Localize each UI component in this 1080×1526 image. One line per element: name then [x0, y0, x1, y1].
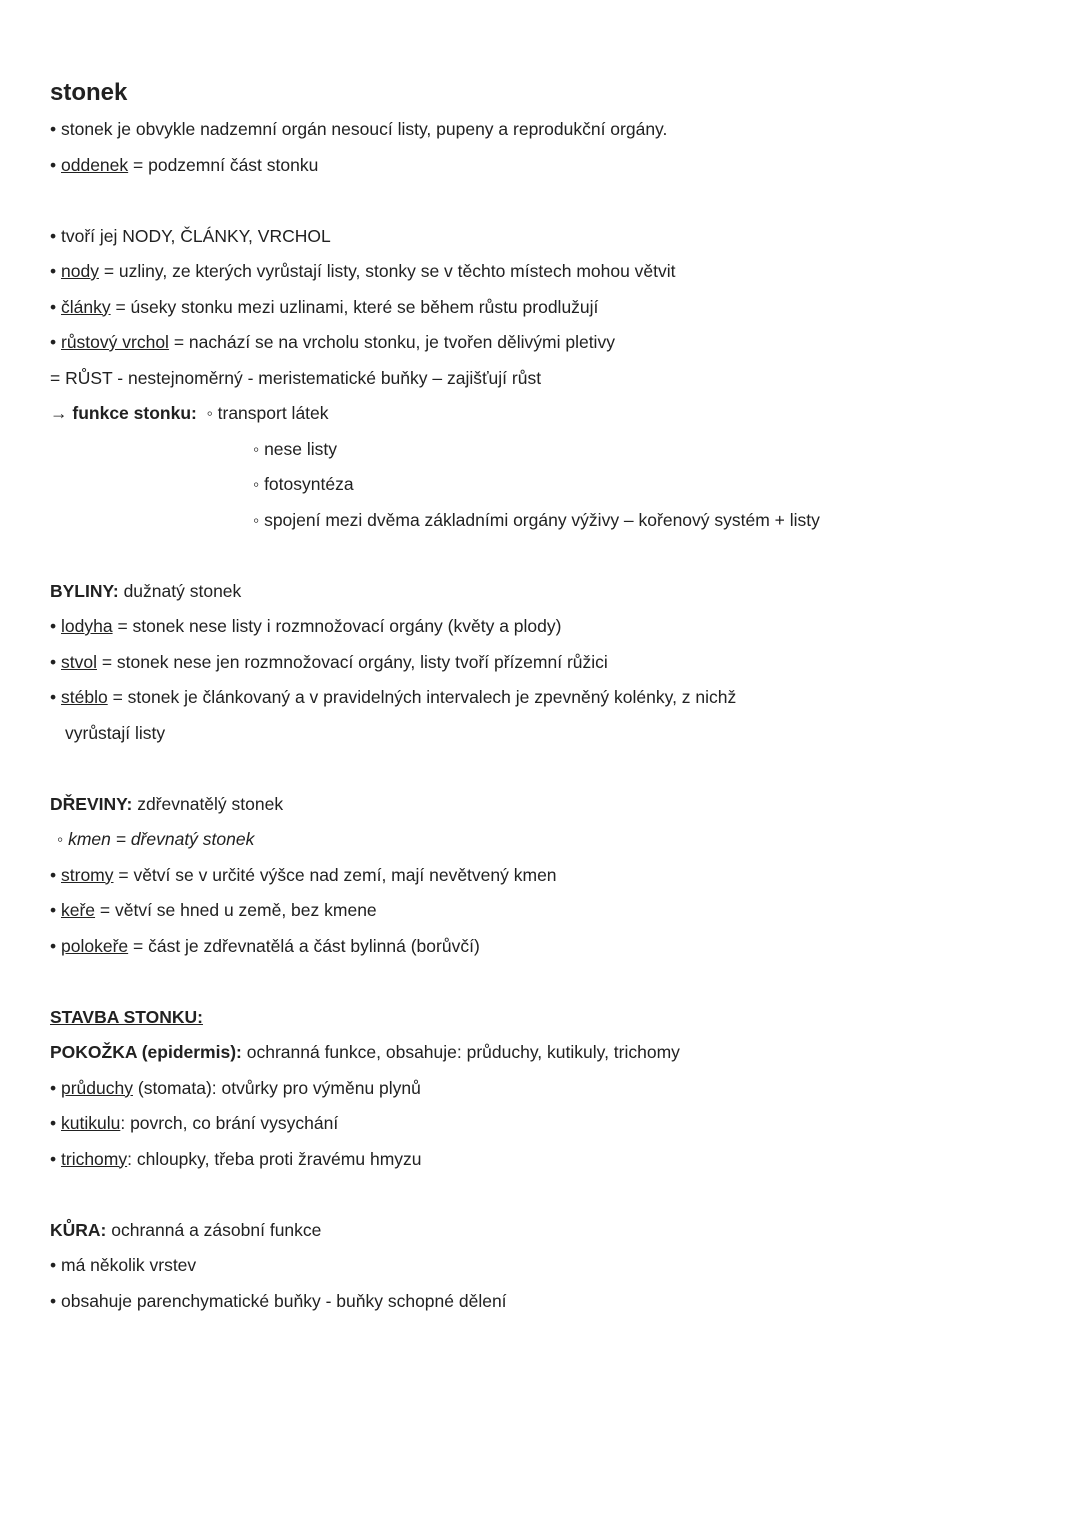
text-line	[50, 609, 1030, 645]
text-segment: • obsahuje parenchymatické buňky - buňky schopné dělení	[50, 1290, 507, 1311]
text-line	[50, 290, 1030, 326]
text-line	[50, 645, 1030, 681]
text-segment: ochranná a zásobní funkce	[106, 1219, 322, 1240]
text-line	[50, 1000, 1030, 1036]
text-segment: ochranná funkce, obsahuje: průduchy, kutikuly, trichomy	[241, 1042, 680, 1062]
text-segment: • stonek je obvykle nadzemní orgán nesoucí listy, pupeny a reprodukční orgány.	[50, 119, 668, 139]
text-line	[50, 1248, 1030, 1284]
text-line	[50, 254, 1030, 290]
text-line	[50, 822, 1030, 858]
text-line	[50, 219, 1030, 255]
text-segment: lodyha	[61, 616, 113, 636]
text-segment: = uzliny, ze kterých vyrůstají listy, stonky se v těchto místech mohou větvit	[98, 261, 676, 281]
text-segment: = stonek nese listy i rozmnožovací orgány (květy a plody)	[112, 616, 562, 636]
text-segment: = větví se v určité výšce nad zemí, mají nevětvený kmen	[113, 864, 557, 885]
text-segment: •	[50, 864, 61, 885]
text-segment: • tvoří jej NODY, ČLÁNKY, VRCHOL	[50, 225, 331, 246]
text-segment: •	[50, 1148, 61, 1169]
text-segment: = úseky stonku mezi uzlinami, které se během růstu prodlužují	[110, 296, 599, 317]
blank-line	[50, 538, 1030, 574]
text-segment: •	[50, 900, 61, 920]
text-segment: POKOŽKA (epidermis):	[50, 1042, 242, 1062]
blank-line	[50, 964, 1030, 1000]
text-segment: (stomata): otvůrky pro výměnu plynů	[133, 1077, 421, 1098]
text-line	[50, 1071, 1030, 1107]
text-segment: ◦	[57, 829, 69, 849]
text-line	[50, 396, 1030, 432]
text-line	[50, 467, 1030, 503]
text-segment: ◦ nese listy	[253, 438, 338, 459]
text-segment: polokeře	[61, 935, 129, 956]
text-segment: = stonek je článkovaný a v pravidelných intervalech je zpevněný kolénky, z nichž	[107, 687, 737, 707]
text-line	[50, 1035, 1030, 1071]
text-segment: = podzemní část stonku	[128, 154, 319, 175]
text-segment: články	[61, 296, 111, 317]
text-segment: stonek	[50, 79, 128, 106]
text-segment: : povrch, co brání vysychání	[120, 1113, 339, 1133]
text-segment: trichomy	[61, 1148, 128, 1169]
text-segment: nody	[61, 261, 99, 281]
text-segment: •	[50, 651, 61, 672]
text-segment: •	[50, 332, 61, 352]
text-segment: •	[50, 1113, 61, 1133]
text-line	[50, 929, 1030, 965]
blank-line	[50, 1177, 1030, 1213]
text-line	[50, 503, 1030, 539]
text-segment: •	[50, 261, 61, 281]
text-segment: průduchy	[61, 1077, 133, 1098]
text-segment: oddenek	[61, 154, 129, 175]
text-segment: •	[50, 296, 61, 317]
blank-line	[50, 751, 1030, 787]
text-line	[50, 574, 1030, 610]
text-segment: dužnatý stonek	[118, 580, 242, 601]
text-line	[50, 1213, 1030, 1249]
text-segment: kutikulu	[61, 1113, 121, 1133]
text-segment: DŘEVINY:	[50, 793, 133, 814]
text-line	[50, 680, 1030, 716]
text-line	[50, 148, 1030, 184]
text-segment: •	[50, 616, 61, 636]
text-line	[50, 1106, 1030, 1142]
text-segment: růstový vrchol	[61, 332, 169, 352]
text-segment: stéblo	[61, 687, 108, 707]
text-line	[50, 1284, 1030, 1320]
text-line	[50, 893, 1030, 929]
text-line	[50, 858, 1030, 894]
text-segment: ◦ fotosyntéza	[253, 474, 354, 494]
blank-line	[50, 183, 1030, 219]
text-line	[50, 716, 1030, 752]
text-segment: = větví se hned u země, bez kmene	[95, 900, 377, 920]
text-line	[50, 361, 1030, 397]
text-segment: ◦ transport látek	[196, 403, 329, 423]
text-segment: •	[50, 687, 61, 707]
text-segment: = nachází se na vrcholu stonku, je tvořen dělivými pletivy	[168, 332, 615, 352]
text-line	[50, 325, 1030, 361]
text-segment: kmen = dřevnatý stonek	[68, 829, 255, 849]
text-segment: stromy	[61, 864, 114, 885]
page-title	[50, 74, 1030, 112]
text-segment: stvol	[61, 651, 97, 672]
text-line	[50, 787, 1030, 823]
text-segment: •	[50, 154, 61, 175]
text-segment: : chloupky, třeba proti žravému hmyzu	[127, 1148, 422, 1169]
text-segment: •	[50, 1077, 61, 1098]
text-segment: = stonek nese jen rozmnožovací orgány, listy tvoří přízemní růžici	[96, 651, 608, 672]
text-segment: •	[50, 935, 61, 956]
text-segment: funkce stonku:	[72, 403, 197, 423]
text-segment: • má několik vrstev	[50, 1255, 197, 1275]
text-line	[50, 1142, 1030, 1178]
text-segment: BYLINY:	[50, 580, 119, 601]
text-segment: = RŮST - nestejnoměrný - meristematické buňky – zajišťují růst	[50, 367, 542, 388]
text-line	[50, 112, 1030, 148]
text-line	[50, 432, 1030, 468]
text-segment: ◦ spojení mezi dvěma základními orgány výživy – kořenový systém + listy	[253, 509, 820, 530]
text-segment: STAVBA STONKU:	[50, 1006, 203, 1027]
text-segment: keře	[61, 900, 96, 920]
text-segment: KŮRA:	[50, 1219, 107, 1240]
text-segment: →	[50, 403, 73, 423]
text-segment: = část je zdřevnatělá a část bylinná (borůvčí)	[128, 935, 480, 956]
text-segment: vyrůstají listy	[65, 722, 166, 743]
text-segment: zdřevnatělý stonek	[132, 793, 284, 814]
